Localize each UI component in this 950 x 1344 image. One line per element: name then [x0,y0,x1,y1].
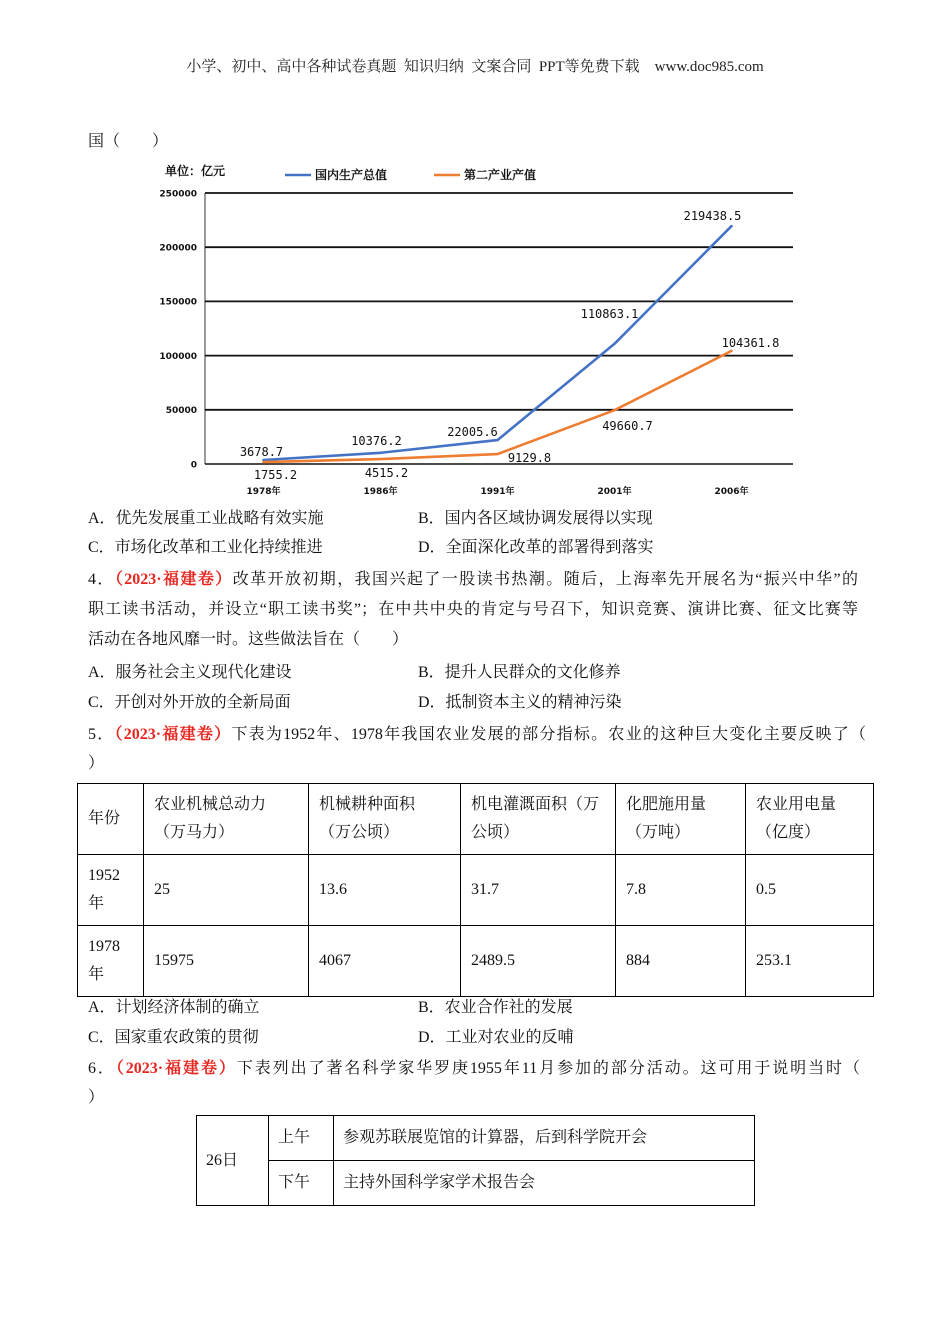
data-label-secondary-industry: 4515.2 [364,466,409,481]
table-cell-date: 26日 [197,1116,269,1206]
y-tick-label: 0 [190,460,197,471]
q5-option-b: B．农业合作社的发展 [418,999,573,1016]
table-cell-activity: 主持外国科学家学术报告会 [334,1161,755,1206]
table-cell: 4067 [309,926,461,997]
q5-stem-line-2: ） [88,755,105,772]
table-row [78,926,874,997]
table-header-cell: 年份 [78,784,144,855]
chart-unit-label: 单位：亿元 [165,164,226,178]
gdp-line-chart [150,155,810,510]
table-cell-period: 上午 [269,1116,334,1161]
table-row [197,1116,755,1161]
q3-option-d: D．全面深化改革的部署得到落实 [418,539,654,556]
q6-stem-line-2: ） [88,1089,105,1106]
table-cell: 15975 [144,926,309,997]
q6-number: 6． [88,1060,116,1077]
table-cell-activity: 参观苏联展览馆的计算器，后到科学院开会 [334,1116,755,1161]
q5-stem-text: 下表为1952年、1978年我国农业发展的部分指标。农业的这种巨大变化主要反映了（ [231,726,866,743]
q4-stem-line-2: 职工读书活动，并设立“职工读书奖”；在中共中央的肯定与号召下，知识竞赛、演讲比赛、征文比赛等 [88,601,858,618]
q5-option-d: D．工业对农业的反哺 [418,1029,574,1046]
table-cell-period: 下午 [269,1161,334,1206]
q4-option-c: C．开创对外开放的全新局面 [88,694,291,711]
table-header-cell: 机电灌溉面积（万 公顷） [461,784,616,855]
table-header-row [78,784,874,855]
x-tick-label: 2001年 [597,487,632,497]
q6-stem-text: 下表列出了著名科学家华罗庚1955年11月参加的部分活动。这可用于说明当时（ [236,1060,860,1077]
data-label-gdp: 10376.2 [351,433,402,448]
y-tick-label: 250000 [159,189,197,200]
q5-number: 5． [88,726,115,743]
series-line-secondary-industry [264,351,732,462]
q3-option-c: C．市场化改革和工业化持续推进 [88,539,323,556]
data-label-secondary-industry: 49660.7 [602,419,653,434]
x-tick-label: 1991年 [480,487,515,497]
data-label-secondary-industry: 104361.8 [721,335,780,350]
table-cell-year: 1978 年 [78,926,144,997]
table-header-cell: 农业用电量 （亿度） [746,784,874,855]
y-tick-label: 50000 [165,406,197,417]
q4-stem-line-3: 活动在各地风靡一时。这些做法旨在（ ） [88,631,409,648]
x-tick-label: 1978年 [246,487,281,497]
q3-option-b: B．国内各区域协调发展得以实现 [418,510,653,527]
data-label-gdp: 219438.5 [683,209,742,224]
q4-source-badge: （2023·福建卷） [114,571,233,588]
table-cell-year: 1952 年 [78,855,144,926]
table-cell: 13.6 [309,855,461,926]
q6-stem-line-1 [88,1058,860,1080]
agriculture-indicator-table [77,783,874,997]
q3-stem-tail: 国（ ） [88,133,169,150]
q4-stem-text: 改革开放初期，我国兴起了一股读书热潮。随后，上海率先开展名为“振兴中华”的 [232,571,858,588]
q5-stem-line-1 [88,724,866,746]
chart-data-labels [240,209,780,482]
data-label-gdp: 22005.6 [447,425,498,440]
table-cell: 2489.5 [461,926,616,997]
q5-option-a: A．计划经济体制的确立 [88,999,260,1016]
q5-option-c: C．国家重农政策的贯彻 [88,1029,259,1046]
q3-option-a: A．优先发展重工业战略有效实施 [88,510,324,527]
x-tick-label: 1986年 [363,487,398,497]
q4-option-d: D．抵制资本主义的精神污染 [418,694,622,711]
q5-source-badge: （2023·福建卷） [114,726,232,743]
table-row [78,855,874,926]
table-header-cell: 机械耕种面积 （万公顷） [309,784,461,855]
q6-source-badge: （2023·福建卷） [115,1060,237,1077]
data-label-gdp: 3678.7 [239,445,284,460]
q4-option-a: A．服务社会主义现代化建设 [88,664,292,681]
y-tick-label: 100000 [159,351,197,362]
table-cell: 253.1 [746,926,874,997]
data-label-secondary-industry: 1755.2 [253,468,298,483]
table-cell: 25 [144,855,309,926]
y-tick-label: 200000 [159,243,197,254]
y-tick-label: 150000 [159,297,197,308]
data-label-gdp: 110863.1 [580,306,639,321]
legend-label-secondary-industry: 第二产业产值 [464,168,537,182]
table-header-cell: 农业机械总动力 （万马力） [144,784,309,855]
table-cell: 31.7 [461,855,616,926]
site-banner: 小学、初中、高中各种试卷真题 知识归纳 文案合同 PPT等免费下载 www.doc985.com [186,59,764,75]
chart-legend [285,167,536,182]
activity-schedule-table [196,1115,755,1206]
legend-label-gdp: 国内生产总值 [315,168,388,182]
table-cell: 0.5 [746,855,874,926]
table-header-cell: 化肥施用量 （万吨） [616,784,746,855]
table-cell: 7.8 [616,855,746,926]
table-cell: 884 [616,926,746,997]
q4-option-b: B．提升人民群众的文化修养 [418,664,621,681]
table-row [197,1161,755,1206]
q4-number: 4． [88,571,115,588]
x-tick-label: 2006年 [714,487,749,497]
q4-stem-line-1 [88,569,858,591]
data-label-secondary-industry: 9129.8 [507,451,552,466]
